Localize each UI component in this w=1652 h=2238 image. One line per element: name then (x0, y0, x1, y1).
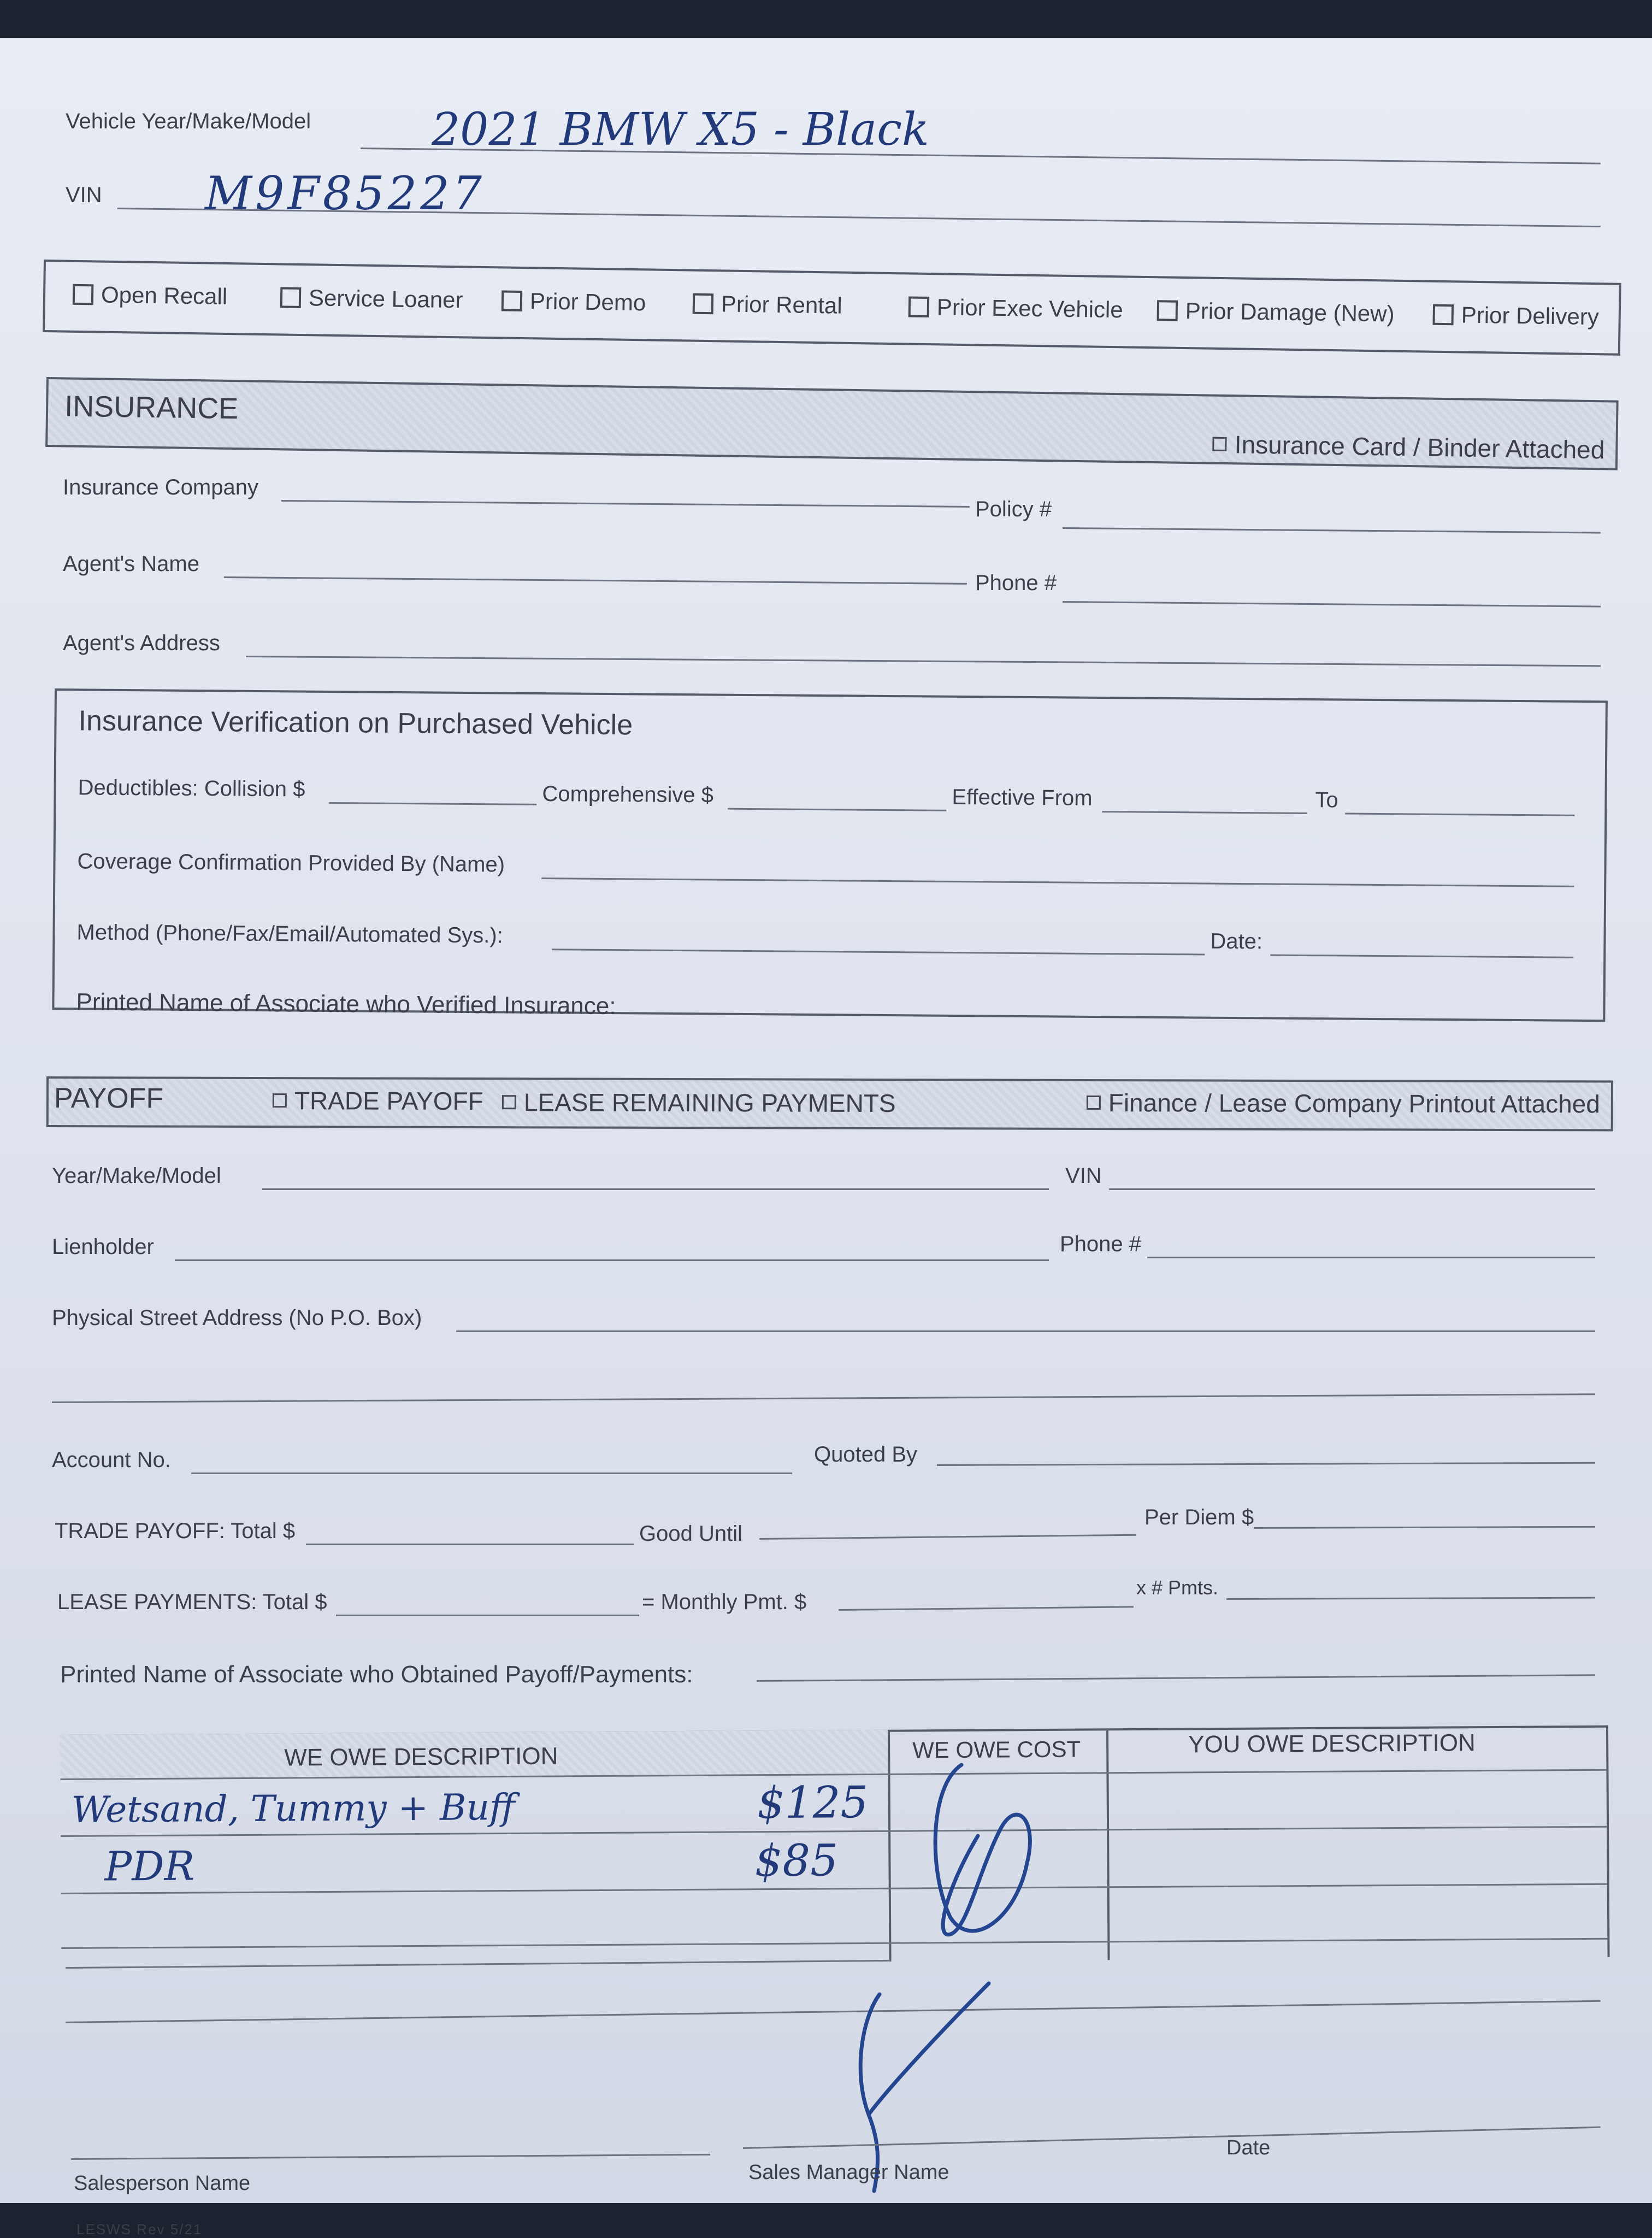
verification-date-label: Date: (1210, 929, 1263, 954)
method-label: Method (Phone/Fax/Email/Automated Sys.): (76, 920, 504, 948)
good-until-label: Good Until (639, 1522, 742, 1546)
vehicle-ymm-value[interactable]: 2021 BMW X5 - Black (432, 104, 929, 156)
verification-box (52, 688, 1608, 1022)
salesperson-label: Salesperson Name (74, 2172, 251, 2195)
insurance-banner (45, 377, 1619, 470)
insurance-card-attached[interactable]: Insurance Card / Binder Attached (1212, 429, 1604, 465)
flag-prior-rental[interactable]: Prior Rental (693, 291, 842, 319)
street-address-line[interactable] (456, 1330, 1595, 1332)
service-loaner-checkbox[interactable] (280, 287, 302, 308)
we-owe-row-1-description[interactable]: Wetsand, Tummy + Buff (71, 1786, 516, 1831)
comprehensive-line[interactable] (728, 808, 946, 811)
lease-remaining-option[interactable]: LEASE REMAINING PAYMENTS (502, 1087, 896, 1118)
insurance-company-line[interactable] (281, 500, 970, 508)
we-owe-row-1-amount[interactable]: $125 (757, 1776, 869, 1829)
agent-name-line[interactable] (224, 576, 967, 585)
quoted-by-line[interactable] (937, 1462, 1595, 1466)
lease-remaining-checkbox[interactable] (502, 1095, 516, 1109)
form-revision: LESWS Rev 5/21 (76, 2221, 203, 2237)
quoted-by-label: Quoted By (814, 1442, 918, 1467)
payoff-ymm-line[interactable] (262, 1188, 1049, 1190)
coverage-line[interactable] (541, 877, 1574, 887)
effective-from-line[interactable] (1102, 811, 1307, 814)
insurance-title: INSURANCE (64, 390, 239, 426)
table-row-rule-3 (61, 1938, 1607, 1949)
prior-damage-checkbox[interactable] (1157, 300, 1178, 321)
prior-demo-checkbox[interactable] (502, 290, 523, 311)
lienholder-line[interactable] (175, 1259, 1049, 1261)
agent-address-line[interactable] (246, 656, 1601, 667)
payoff-title: PAYOFF (54, 1082, 164, 1115)
owe-table (60, 1725, 1610, 1966)
we-owe-extra-line-2 (66, 2000, 1601, 2023)
lienholder-phone-line[interactable] (1147, 1257, 1595, 1258)
prior-exec-checkbox[interactable] (908, 296, 930, 317)
agent-phone-label: Phone # (975, 571, 1057, 595)
printout-attached-checkbox[interactable] (1087, 1096, 1101, 1110)
effective-from-label: Effective From (952, 785, 1093, 810)
comprehensive-label: Comprehensive $ (542, 782, 714, 808)
trade-total-line[interactable] (306, 1544, 634, 1545)
effective-to-label: To (1315, 788, 1338, 812)
effective-to-line[interactable] (1345, 813, 1574, 816)
flag-prior-demo[interactable]: Prior Demo (502, 287, 646, 316)
prior-delivery-checkbox[interactable] (1433, 304, 1454, 326)
salesperson-line[interactable] (71, 2154, 710, 2160)
payoff-ymm-label: Year/Make/Model (52, 1164, 221, 1188)
vehicle-flags-bar (43, 260, 1621, 356)
sales-manager-label: Sales Manager Name (748, 2161, 949, 2184)
payoff-vin-line[interactable] (1109, 1188, 1595, 1190)
signature-date-label: Date (1226, 2136, 1271, 2159)
street-address-line-2[interactable] (52, 1393, 1595, 1403)
you-owe-column-divider (1106, 1730, 1110, 1960)
insurance-company-label: Insurance Company (63, 475, 258, 499)
flag-prior-delivery[interactable]: Prior Delivery (1432, 302, 1599, 331)
we-owe-cost-header: WE OWE COST (912, 1736, 1081, 1763)
flag-open-recall[interactable]: Open Recall (73, 281, 228, 310)
policy-label: Policy # (975, 497, 1052, 521)
monthly-pmt-line[interactable] (839, 1606, 1134, 1611)
flag-prior-exec[interactable]: Prior Exec Vehicle (908, 293, 1123, 323)
agent-phone-line[interactable] (1063, 601, 1601, 608)
payoff-vin-label: VIN (1065, 1164, 1102, 1188)
agent-name-label: Agent's Name (63, 552, 199, 576)
num-pmts-line[interactable] (1226, 1597, 1595, 1600)
flag-service-loaner[interactable]: Service Loaner (280, 284, 463, 313)
lienholder-label: Lienholder (52, 1235, 154, 1259)
method-line[interactable] (552, 949, 1205, 955)
vin-label: VIN (66, 183, 102, 207)
we-owe-row-2-description[interactable]: PDR (104, 1842, 195, 1890)
account-no-label: Account No. (52, 1448, 171, 1472)
prior-rental-checkbox[interactable] (693, 293, 714, 315)
account-no-line[interactable] (191, 1473, 792, 1474)
form-page (0, 38, 1652, 2237)
you-owe-desc-header: YOU OWE DESCRIPTION (1188, 1729, 1476, 1758)
good-until-line[interactable] (759, 1534, 1136, 1540)
lease-total-line[interactable] (336, 1615, 639, 1616)
payoff-associate-label: Printed Name of Associate who Obtained Payoff/Payments: (60, 1661, 693, 1688)
cost-signature-mark (918, 1754, 1060, 1972)
verification-title: Insurance Verification on Purchased Vehicle (78, 705, 633, 741)
collision-line[interactable] (329, 802, 536, 805)
coverage-label: Coverage Confirmation Provided By (Name) (77, 849, 505, 877)
per-diem-line[interactable] (1254, 1526, 1595, 1529)
trade-payoff-option[interactable]: TRADE PAYOFF (273, 1086, 483, 1116)
num-pmts-label: x # Pmts. (1136, 1576, 1219, 1599)
monthly-pmt-label: = Monthly Pmt. $ (642, 1590, 807, 1614)
flag-prior-damage[interactable]: Prior Damage (New) (1157, 297, 1394, 327)
vin-value[interactable]: M9F85227 (205, 167, 485, 220)
verified-by-label: Printed Name of Associate who Verified Insurance: (76, 988, 616, 1020)
vehicle-ymm-label: Vehicle Year/Make/Model (66, 109, 311, 133)
agent-address-label: Agent's Address (63, 631, 220, 655)
lienholder-phone-label: Phone # (1060, 1232, 1142, 1256)
lease-total-label: LEASE PAYMENTS: Total $ (57, 1590, 327, 1614)
insurance-card-checkbox[interactable] (1213, 437, 1227, 451)
trade-payoff-checkbox[interactable] (273, 1093, 287, 1108)
per-diem-label: Per Diem $ (1144, 1505, 1254, 1529)
payoff-banner (46, 1076, 1613, 1132)
street-address-label: Physical Street Address (No P.O. Box) (52, 1306, 422, 1330)
collision-label: Deductibles: Collision $ (78, 775, 305, 802)
trade-total-label: TRADE PAYOFF: Total $ (55, 1519, 296, 1543)
we-owe-desc-header: WE OWE DESCRIPTION (284, 1742, 558, 1771)
we-owe-row-2-amount[interactable]: $85 (754, 1835, 839, 1887)
verification-date-line[interactable] (1270, 954, 1573, 958)
policy-line[interactable] (1063, 527, 1601, 534)
printout-attached-option[interactable]: Finance / Lease Company Printout Attached (1087, 1088, 1600, 1118)
cost-column-divider (888, 1732, 892, 1962)
open-recall-checkbox[interactable] (73, 284, 94, 305)
payoff-associate-line[interactable] (757, 1674, 1595, 1682)
